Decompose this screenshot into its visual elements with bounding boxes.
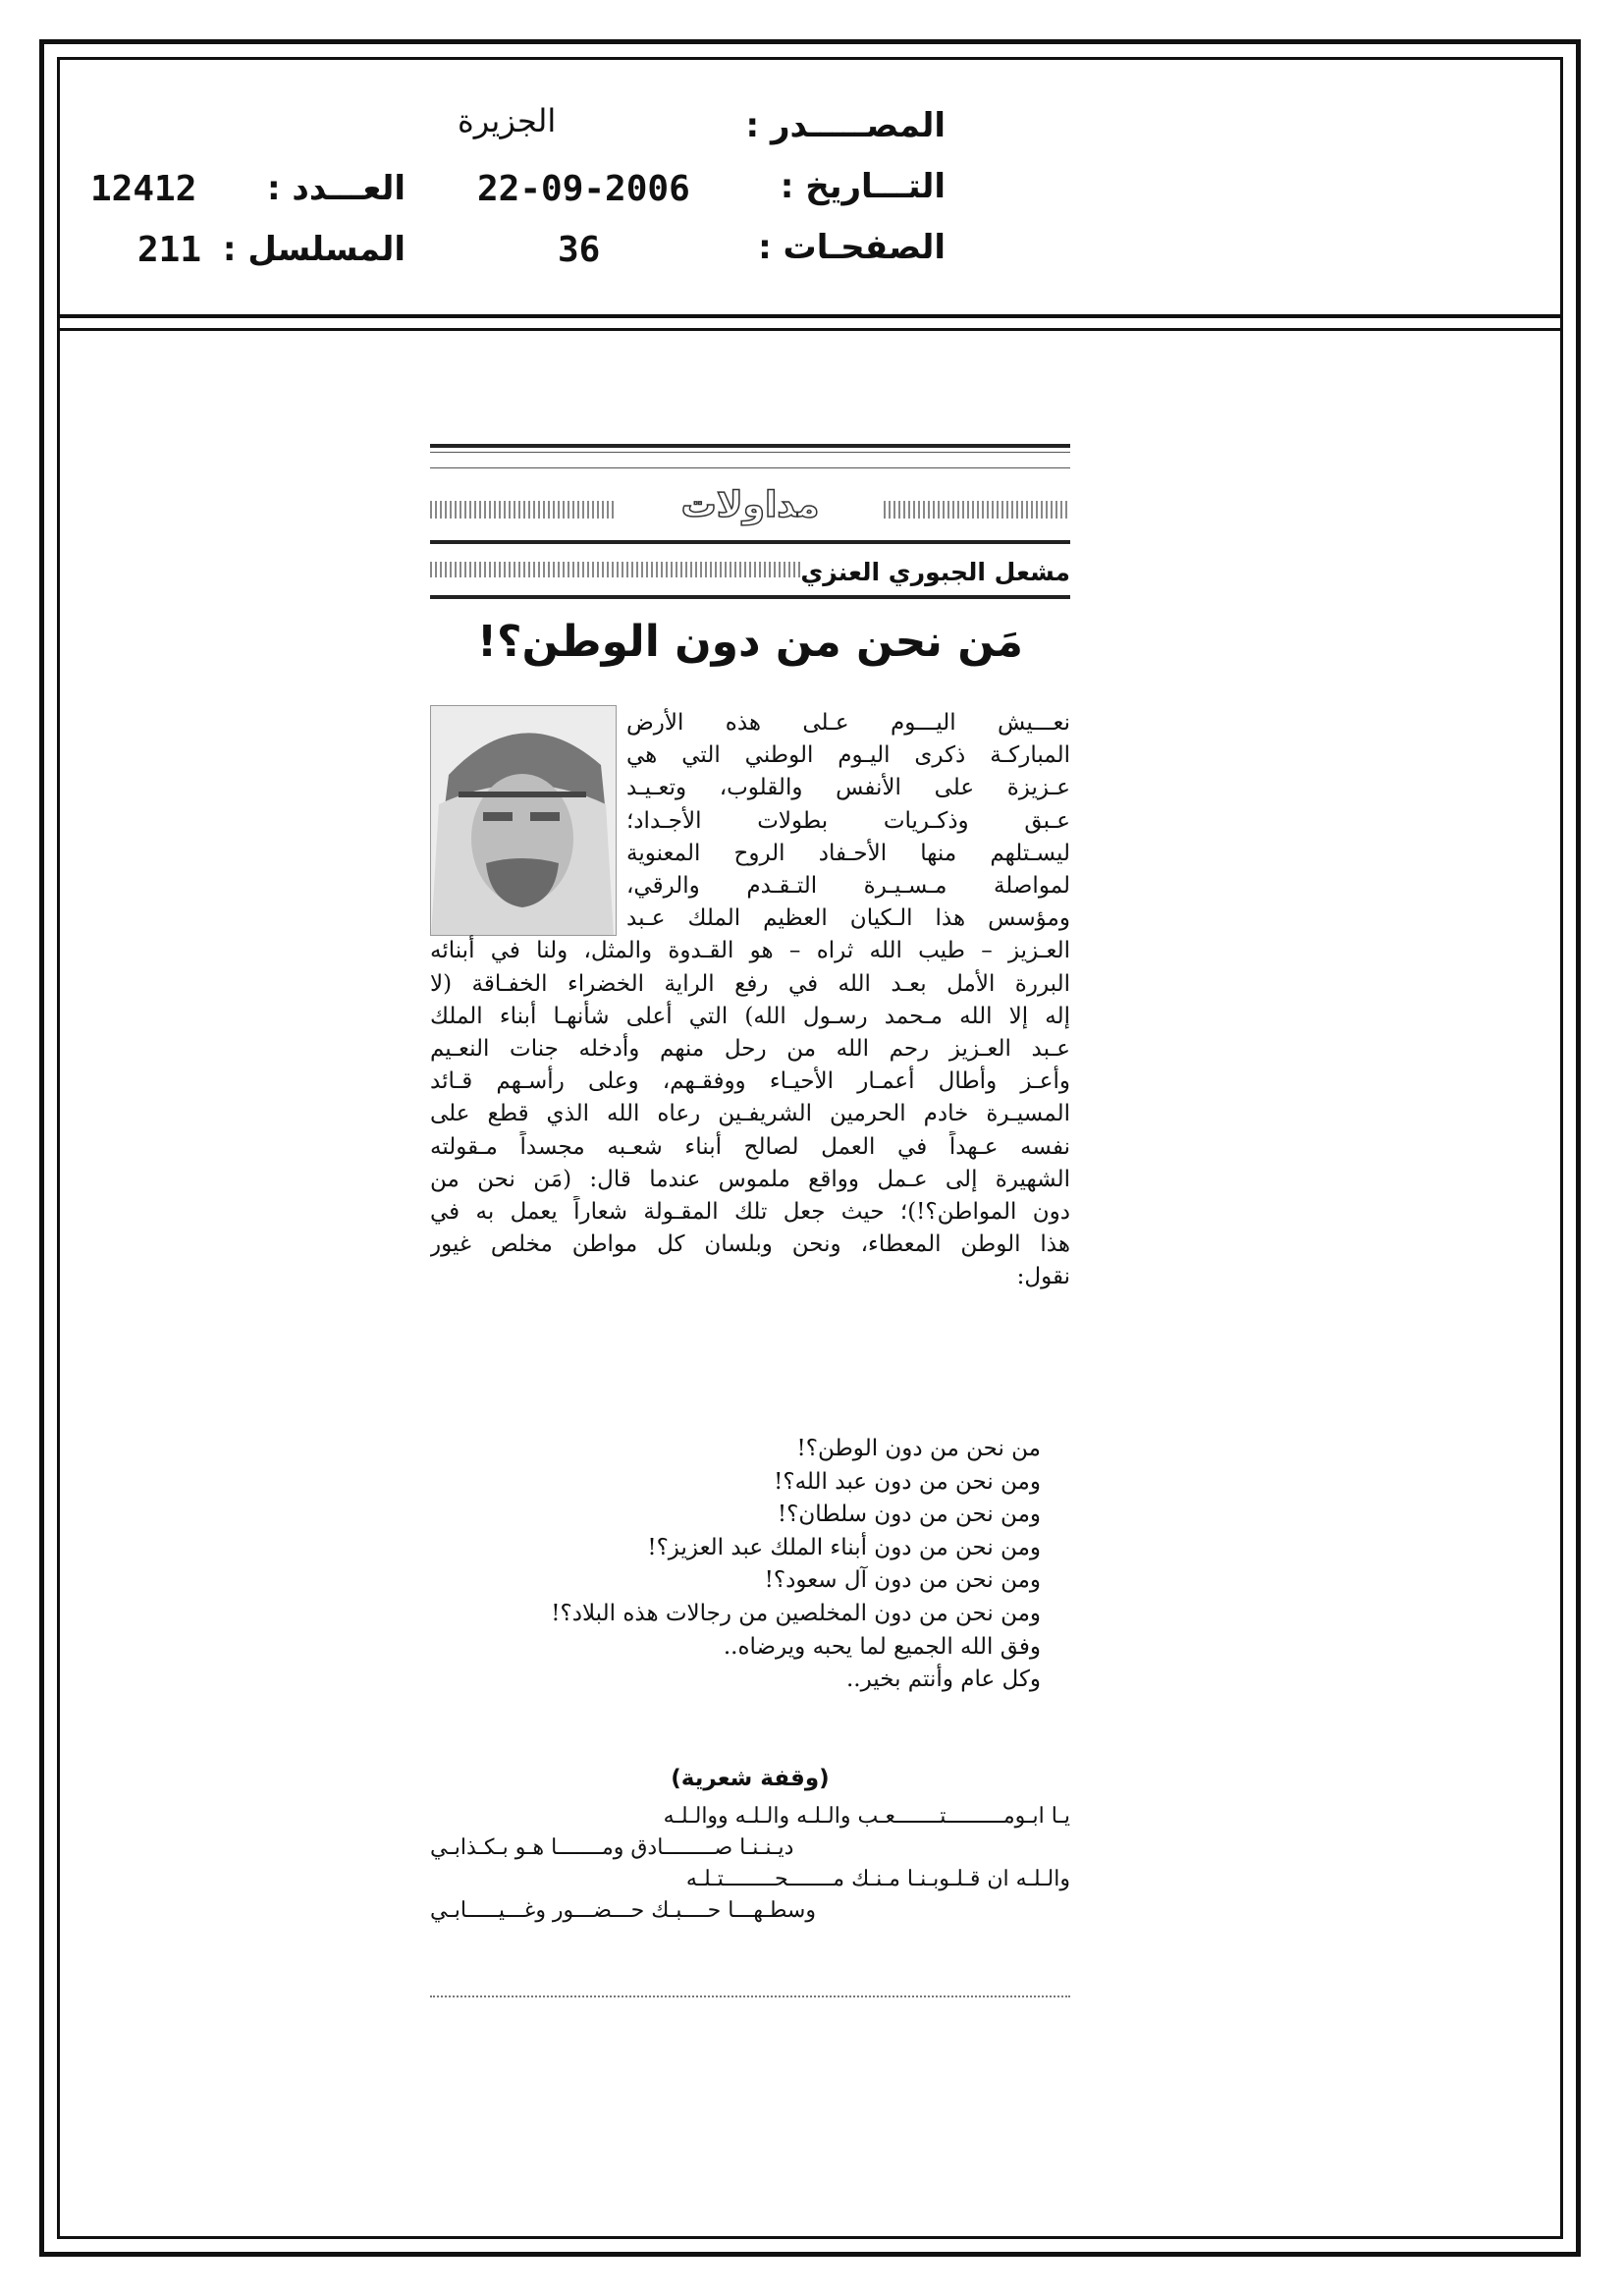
source-value: الجزيرة: [458, 102, 557, 139]
poem-line: ديـنـنـا صــــــــادق ومـــــــا هـو بـكـذابـي: [430, 1835, 794, 1860]
issue-label: العـــدد :: [267, 169, 406, 208]
masthead-rule: [430, 540, 1070, 544]
date-value: 22-09-2006: [477, 169, 690, 209]
body-line: المسيـرة خادم الحرمين الشريفـين رعاه الله الذي قطع على: [430, 1101, 1070, 1127]
pages-label: الصفحـات :: [758, 228, 946, 267]
poem: [430, 1801, 1070, 1927]
issue-value: 12412: [90, 169, 197, 209]
body-line: العـزيز – طيب الله ثراه – هو القـدوة والمثل، ولنا في أبنائه: [430, 938, 1070, 964]
clip-bottom-rule: [430, 1995, 1070, 1997]
body-line: وأعـز وأطال أعمـار الأحيـاء ووفقـهم، وعلى رأسـهم قـائد: [430, 1068, 1070, 1095]
author-hatch: [430, 562, 803, 577]
serial-value: 211: [137, 230, 202, 270]
clip-top-rule-thin: [430, 452, 1070, 453]
body-line: ليسـتلهم منها الأحـفاد الروح المعنوية: [626, 840, 1070, 866]
body-line: المباركـة ذكرى اليـوم الوطني التي هي: [626, 742, 1070, 769]
body-line: عـبد العـزيز رحم الله من رحل منهم وأدخله جنات النعـيم: [430, 1036, 1070, 1063]
body-line: نفسه عـهداً في العمل لصالح أبناء شعـبه مجسداً مـقولته: [430, 1133, 1070, 1160]
header-divider-inner: [57, 328, 1563, 331]
poem-line: وسطـهـــا حــــبـك حـــضـــور وغـــيـــــابـي: [430, 1898, 816, 1923]
author-rule: [430, 595, 1070, 599]
body-line: هذا الوطن المعطاء، ونحن وبلسان كل مواطن مخلص غيور: [430, 1231, 1070, 1258]
body-line: ومؤسس هذا الـكيان العظيم الملك عـبد: [626, 905, 1070, 932]
poem-line: يـا ابـومـــــــــتـــــــعـب والـلـه والـلـه ووالـلـه: [663, 1804, 1070, 1829]
verse-line: ومن نحن من دون سلطان؟!: [777, 1502, 1041, 1528]
header-divider: [57, 314, 1563, 318]
masthead-hatch-right: [884, 501, 1070, 519]
body-line: عـبق وذكـريات بطولات الأجـداد؛: [626, 807, 1070, 834]
news-clipping: [430, 442, 1070, 2003]
verse-line: ومن نحن من دون آل سعود؟!: [764, 1567, 1041, 1594]
verse-line: ومن نحن من دون عبد الله؟!: [774, 1468, 1041, 1495]
body-line: نعـــيش اليـــوم عـلى هذه الأرض: [626, 710, 1070, 736]
serial-label: المسلسل :: [222, 230, 406, 269]
source-label: المصـــــدر :: [745, 106, 946, 145]
poem-line: والـلـه ان قـلـوبـنـا مـنـك مـــــــحــــــــتـلـه: [685, 1867, 1070, 1891]
article-title: مَن نحن من دون الوطن؟!: [476, 617, 1024, 667]
author-name: مشعل الجبوري العنزي: [800, 558, 1070, 586]
body-line: دون المواطن؟!)؛ حيث جعل تلك المقـولة شعاراً يعمل به في: [430, 1199, 1070, 1226]
body-line: البررة الأمل بعـد الله في رفع الراية الخضراء الخفـاقة (لا: [430, 970, 1070, 997]
column-masthead: مداولات: [680, 485, 820, 525]
body-line: الشهيرة إلى عـمل وواقع ملموس عندما قال: (مَن نحن من: [430, 1166, 1070, 1192]
body-line: نقول:: [1016, 1264, 1070, 1290]
verse-line: وكل عام وأنتم بخير..: [845, 1667, 1041, 1693]
verse-line: وفق الله الجميع لما يحبه ويرضاه..: [723, 1633, 1041, 1660]
verse-line: ومن نحن من دون المخلصين من رجالات هذه البلاد؟!: [551, 1600, 1041, 1626]
body-line: إله إلا الله مـحمد رسـول الله) التي أعلى شأنهـا أبناء الملك: [430, 1003, 1070, 1029]
article-body: [430, 707, 1070, 1294]
clip-top-rule-thin-2: [430, 467, 1070, 468]
date-label: التـــاريخ :: [780, 167, 946, 206]
clip-top-rule: [430, 444, 1070, 448]
verse-line: من نحن من دون الوطن؟!: [796, 1436, 1041, 1461]
poem-title: (وقفة شعرية): [671, 1766, 830, 1791]
body-line: لمواصلة مـسـيـرة التـقـدم والرقي،: [626, 873, 1070, 900]
verse-line: ومن نحن من دون أبناء الملك عبد العزيز؟!: [647, 1534, 1041, 1560]
body-line: عـزيزة على الأنفس والقلوب، وتعـيـد: [626, 775, 1070, 801]
pages-value: 36: [558, 230, 601, 270]
verse-list: [452, 1433, 1041, 1697]
masthead-hatch-left: [430, 501, 617, 519]
